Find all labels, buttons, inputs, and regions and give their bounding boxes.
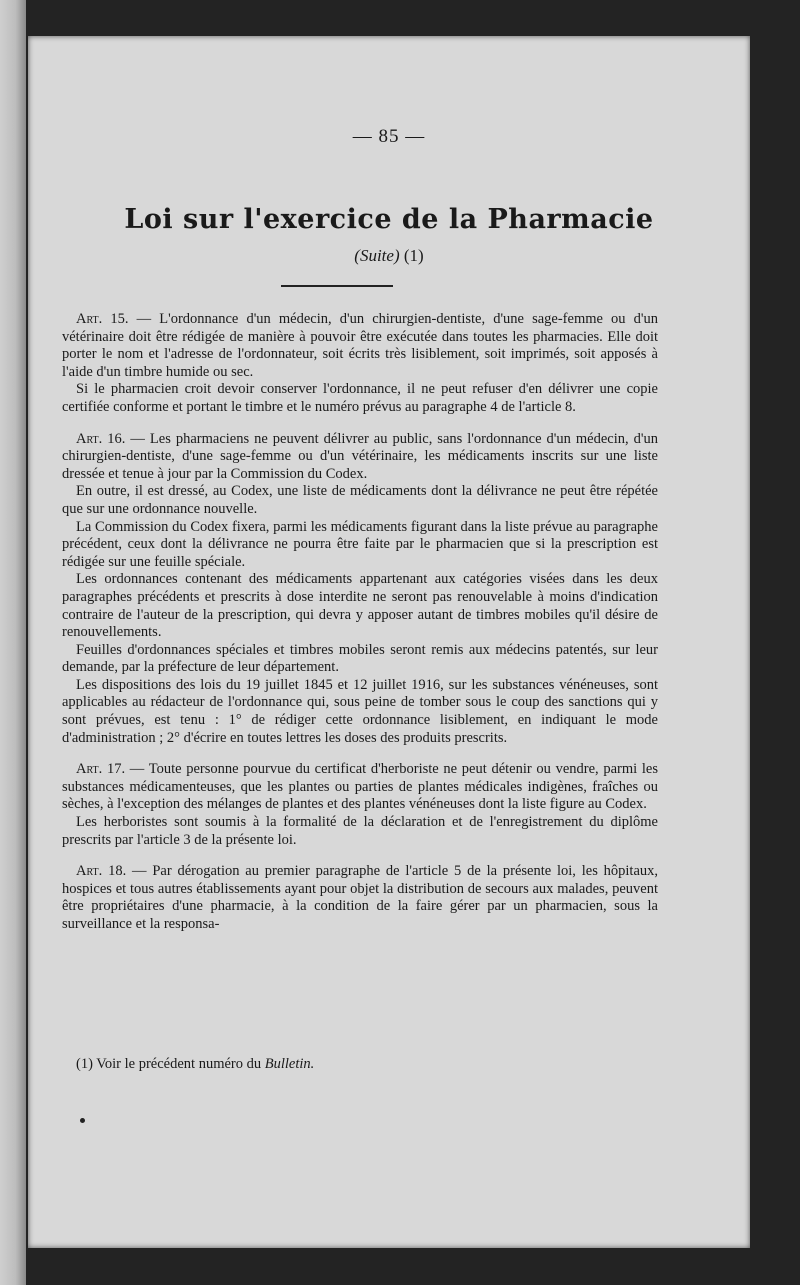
article-text: Les pharmaciens ne peuvent délivrer au public, sans l'ordonnance d'un médecin, d'un chirurgien-dentiste, d'une sage-femme ou d'un vétérinaire, les médicaments inscrits sur une liste dressée et tenue à jour par la Commission du Codex. [62,430,659,482]
article-label: Art. 17. [76,761,126,778]
document-page [28,36,750,1248]
article-paragraph: Art. 18. — Par dérogation au premier paragraphe de l'article 5 de la présente loi, les hôpitaux, hospices et tous autres établissements ayant pour objet la distribution de secours aux malades, peuvent être propriétaires d'une pharmacie, à la condition de la faire gérer par un pharmacien, sous la surveillance et la responsa- [62,863,659,932]
subtitle-text: (Suite) [354,246,400,265]
facing-page-edge [0,0,26,1285]
footnote-publication-title: Bulletin. [264,1056,315,1072]
footnote [76,1056,636,1073]
article-paragraph: Les ordonnances contenant des médicaments appartenant aux catégories visées dans les deux paragraphes précédents et prescrits à dose interdite ne seront pas renouvelable à moins d'indication contraire de l'auteur de la prescription, qui devra y apposer autant de timbres mobiles qu'il désire de renouvellements. [62,571,658,641]
article-text: Toute personne pourvue du certificat d'herboriste ne peut détenir ou vendre, parmi les substances médicamenteuses, que les plantes ou parties de plantes médicales indigènes, fraîches ou sèches, à l'exception des mélanges de plantes et des plantes vénéneuses dont la liste figure au Codex. [62,761,658,813]
article-paragraph: Les dispositions des lois du 19 juillet 1845 et 12 juillet 1916, sur les substances vénéneuses, sont applicables au rédacteur de l'ordonnance qui, sous peine de tomber sous le coup des sanctions qui y sont prévues, est tenu : 1° de rédiger cette ordonnance lisiblement, en indiquant le mode d'administration ; 2° d'écrire en toutes lettres les doses des produits prescrits. [62,676,658,746]
article-label: Art. 18. [76,863,127,880]
title-rule [281,285,393,287]
article-text: L'ordonnance d'un médecin, d'un chirurgien-dentiste, d'une sage-femme ou d'un vétérinaire doit être rédigée de manière à pouvoir être exécutée dans toutes les pharmacies. Elle doit porter le nom et l'adresse de l'ordonnateur, soit écrits très lisiblement, soit imprimés, soit apposés à l'aide d'un timbre humide ou sec. [62,311,659,380]
article-paragraph: Art. 16. — Les pharmaciens ne peuvent délivrer au public, sans l'ordonnance d'un médecin, d'un chirurgien-dentiste, d'une sage-femme ou d'un vétérinaire, les médicaments inscrits sur une liste dressée et tenue à jour par la Commission du Codex. [62,430,659,482]
article-paragraph: Feuilles d'ordonnances spéciales et timbres mobiles seront remis aux médecins patentés, sur leur demande, par la préfecture de leur département. [62,641,658,676]
article-text: Par dérogation au premier paragraphe de l'article 5 de la présente loi, les hôpitaux, hospices et tous autres établissements ayant pour objet la distribution de secours aux malades, peuvent être propriétaires d'une pharmacie, à la condition de la faire gérer par un pharmacien, sous la surveillance et la responsa- [62,863,659,932]
article-paragraph: Les herboristes sont soumis à la formalité de la déclaration et de l'enregistrement du diplôme prescrits par l'article 3 de la présente loi. [62,814,658,848]
article-paragraph: Art. 17. — Toute personne pourvue du certificat d'herboriste ne peut détenir ou vendre, parmi les substances médicamenteuses, que les plantes ou parties de plantes médicales indigènes, fraîches ou sèches, à l'exception des mélanges de plantes et des plantes vénéneuses dont la liste figure au Codex. [62,761,658,813]
article-label: Art. 16. [76,430,126,447]
subtitle-footnote-marker: (1) [403,246,424,265]
article-paragraph: Art. 15. — L'ordonnance d'un médecin, d'un chirurgien-dentiste, d'une sage-femme ou d'un vétérinaire doit être rédigée de manière à pouvoir être exécutée dans toutes les pharmacies. Elle doit porter le nom et l'adresse de l'ordonnateur, soit écrits très lisiblement, soit imprimés, soit apposés à l'aide d'un timbre humide ou sec. [62,311,659,380]
article-body [62,311,658,934]
article-paragraph: Si le pharmacien croit devoir conserver l'ordonnance, il ne peut refuser d'en délivrer une copie certifiée conforme et portant le timbre et le numéro prévus au paragraphe 4 de l'article 8. [62,381,658,415]
footnote-marker: (1) [76,1056,93,1072]
article-paragraph: En outre, il est dressé, au Codex, une liste de médicaments dont la délivrance ne peut être répétée que sur une ordonnance nouvelle. [62,483,658,517]
page-subtitle [28,246,750,266]
page-title: Loi sur l'exercice de la Pharmacie [124,204,654,235]
article-label: Art. 15. [76,311,129,327]
article-paragraph: La Commission du Codex fixera, parmi les médicaments figurant dans la liste prévue au paragraphe précédent, ceux dont la délivrance ne pourra être faite par le pharmacien que si la prescription est rédigée sur une feuille spéciale. [62,518,658,570]
footnote-text: Voir le précédent numéro du [96,1056,262,1072]
ink-speck [80,1118,85,1123]
page-number: — 85 — [352,126,426,147]
